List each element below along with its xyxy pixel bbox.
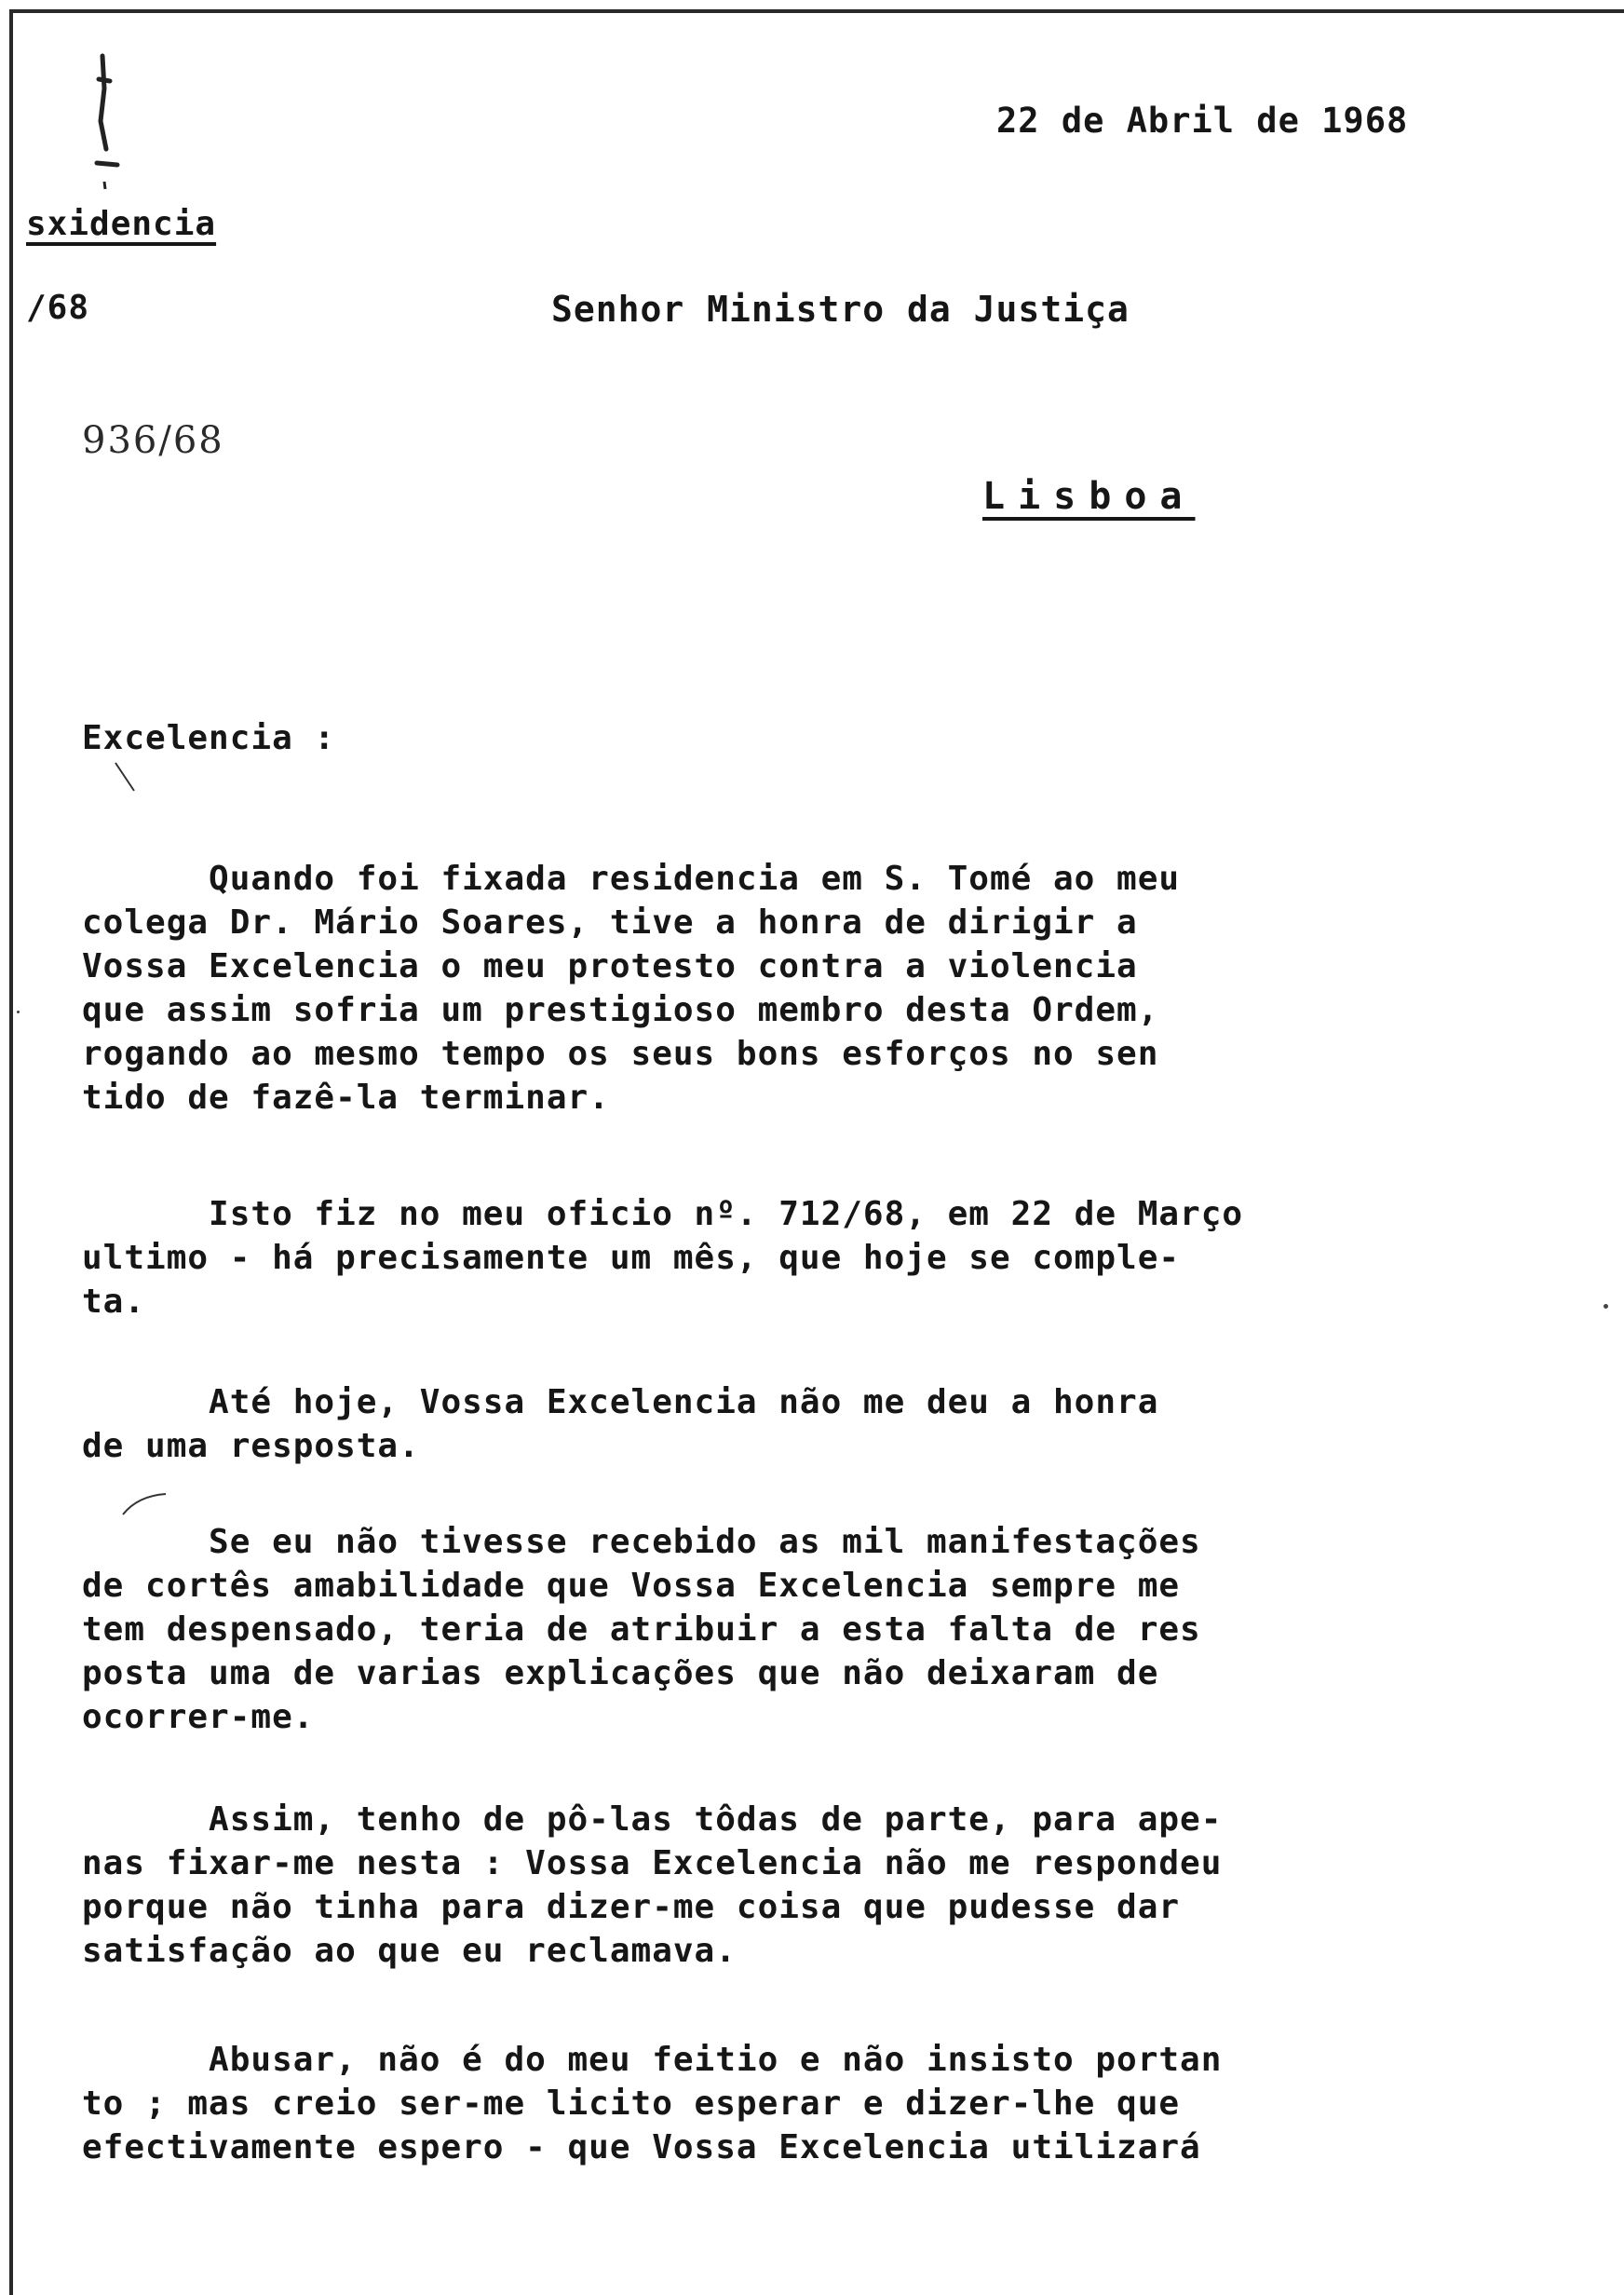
body-line: tido de fazê-la terminar. [82, 1079, 610, 1117]
body-line: Vossa Excelencia o meu protesto contra a violencia [82, 947, 1138, 985]
body-line: Quando foi fixada residencia em S. Tomé ao meu [82, 860, 1181, 898]
body-line: rogando ao mesmo tempo os seus bons esforços no sen [82, 1035, 1159, 1073]
body-line: ta. [82, 1283, 146, 1321]
letter-date: 22 de Abril de 1968 [996, 101, 1409, 141]
body-paragraph [82, 1192, 1535, 1324]
body-line: Isto fiz no meu oficio nº. 712/68, em 22 de Março [82, 1195, 1244, 1233]
body-line: Assim, tenho de pô-las tôdas de parte, para ape- [82, 1800, 1223, 1839]
body-line: que assim sofria um prestigioso membro desta Ordem, [82, 991, 1159, 1029]
body-line: posta uma de varias explicações que não deixaram de [82, 1654, 1159, 1692]
pencil-mark [110, 759, 147, 796]
scan-edge-top [9, 9, 1624, 13]
scan-speck [17, 1011, 20, 1013]
body-paragraph [82, 1798, 1535, 1973]
reference-number: /68 [26, 289, 90, 327]
body-line: Até hoje, Vossa Excelencia não me deu a honra [82, 1383, 1159, 1421]
body-line: ocorrer-me. [82, 1698, 315, 1736]
body-line: colega Dr. Mário Soares, tive a honra de dirigir a [82, 903, 1138, 942]
body-line: satisfação ao que eu reclamava. [82, 1932, 737, 1970]
addressee-city: Lisboa [982, 475, 1196, 518]
body-line: de cortês amabilidade que Vossa Excelencia sempre me [82, 1567, 1181, 1605]
salutation: Excelencia : [82, 719, 336, 757]
body-paragraph [82, 1380, 1535, 1468]
department-heading: sxidencia [26, 205, 217, 243]
body-line: tem despensado, teria de atribuir a esta falta de res [82, 1610, 1201, 1649]
scan-speck [1604, 1304, 1608, 1309]
pencil-mark [119, 1490, 175, 1518]
body-line: nas fixar-me nesta : Vossa Excelencia não me respondeu [82, 1844, 1223, 1882]
body-paragraph [82, 857, 1535, 1120]
addressee: Senhor Ministro da Justiça [551, 289, 1130, 330]
handwritten-mark [89, 51, 127, 191]
body-line: Abusar, não é do meu feitio e não insisto portan [82, 2041, 1223, 2079]
body-line: ultimo - há precisamente um mês, que hoje se comple- [82, 1239, 1181, 1277]
body-line: efectivamente espero - que Vossa Excelencia utilizará [82, 2128, 1201, 2166]
scan-edge-left [9, 9, 13, 2295]
body-line: to ; mas creio ser-me licito esperar e dizer-lhe que [82, 2085, 1181, 2123]
handwritten-reference-number: 936/68 [82, 419, 224, 462]
body-paragraph [82, 1520, 1535, 1739]
body-line: de uma resposta. [82, 1427, 420, 1465]
body-paragraph [82, 2038, 1535, 2169]
body-line: Se eu não tivesse recebido as mil manifestações [82, 1523, 1201, 1561]
body-line: porque não tinha para dizer-me coisa que pudesse dar [82, 1888, 1181, 1926]
